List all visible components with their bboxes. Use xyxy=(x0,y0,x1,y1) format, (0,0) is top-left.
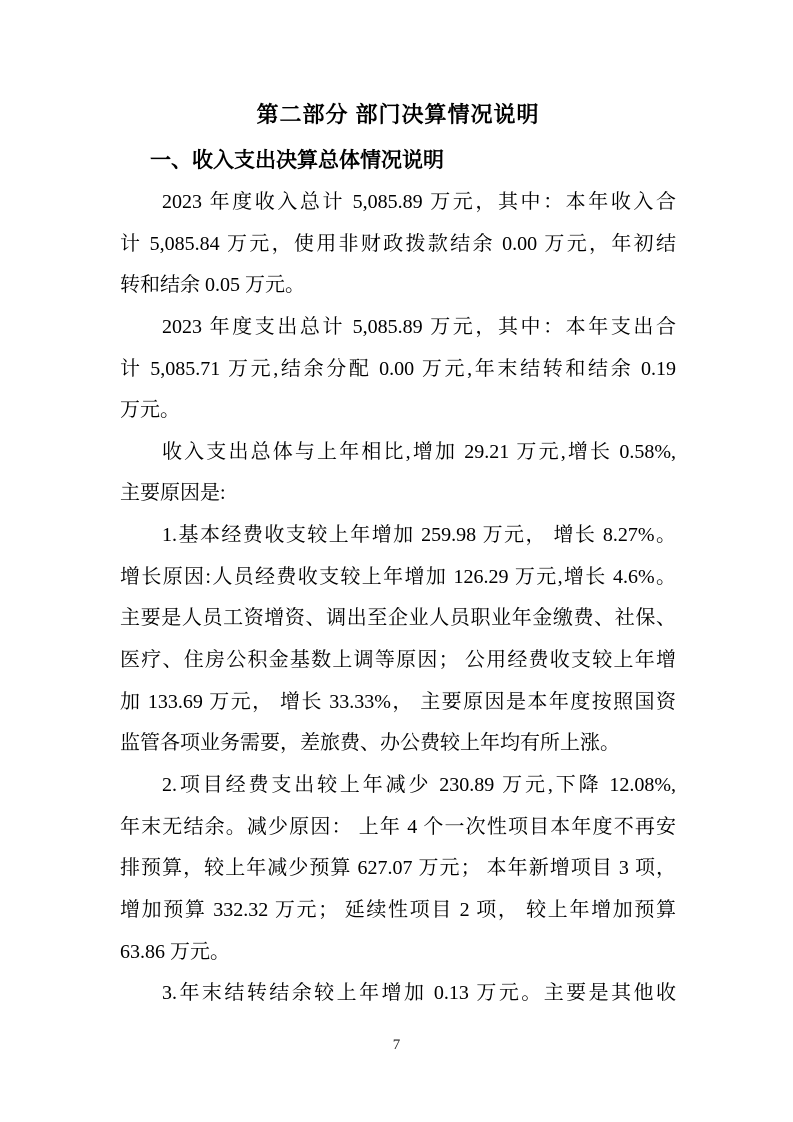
body-line: 63.86 万元。 xyxy=(120,940,230,963)
body-line: 医疗、住房公积金基数上调等原因； 公用经费收支较上年增 xyxy=(120,649,676,672)
body-line: 增长原因:人员经费收支较上年增加 126.29 万元,增长 4.6%。 xyxy=(120,565,676,588)
body-line: 2023 年度收入总计 5,085.89 万元，其中：本年收入合 xyxy=(162,191,676,213)
body-line: 主要原因是: xyxy=(120,482,226,505)
body-line: 转和结余 0.05 万元。 xyxy=(120,274,305,297)
body-line: 万元。 xyxy=(120,399,180,422)
body-line: 监管各项业务需要，差旅费、办公费较上年均有所上涨。 xyxy=(120,732,620,755)
body-line: 主要是人员工资增资、调出至企业人员职业年金缴费、社保、 xyxy=(120,607,676,630)
body-line: 2.项目经费支出较上年减少 230.89 万元,下降 12.08%, xyxy=(162,773,676,796)
section-heading: 一、收入支出决算总体情况说明 xyxy=(150,149,444,172)
body-line: 3.年末结转结余较上年增加 0.13 万元。主要是其他收 xyxy=(162,982,676,1005)
page-number: 7 xyxy=(392,1037,401,1053)
body-line: 排预算，较上年减少预算 627.07 万元； 本年新增项目 3 项， xyxy=(120,857,676,880)
body-line: 2023 年度支出总计 5,085.89 万元，其中：本年支出合 xyxy=(162,315,676,338)
body-line: 加 133.69 万元， 增长 33.33%， 主要原因是本年度按照国资 xyxy=(120,690,676,713)
body-line: 收入支出总体与上年相比,增加 29.21 万元,增长 0.58%, xyxy=(162,440,676,463)
body-line: 计 5,085.84 万元，使用非财政拨款结余 0.00 万元，年初结 xyxy=(120,232,676,255)
body-line: 增加预算 332.32 万元； 延续性项目 2 项， 较上年增加预算 xyxy=(120,898,676,921)
body-line: 1.基本经费收支较上年增加 259.98 万元， 增长 8.27%。 xyxy=(162,524,676,547)
document-title: 第二部分 部门决算情况说明 xyxy=(256,102,540,127)
document-body xyxy=(120,0,676,1015)
body-line: 计 5,085.71 万元,结余分配 0.00 万元,年末结转和结余 0.19 xyxy=(120,357,676,380)
body-line: 年末无结余。减少原因： 上年 4 个一次性项目本年度不再安 xyxy=(120,815,676,838)
